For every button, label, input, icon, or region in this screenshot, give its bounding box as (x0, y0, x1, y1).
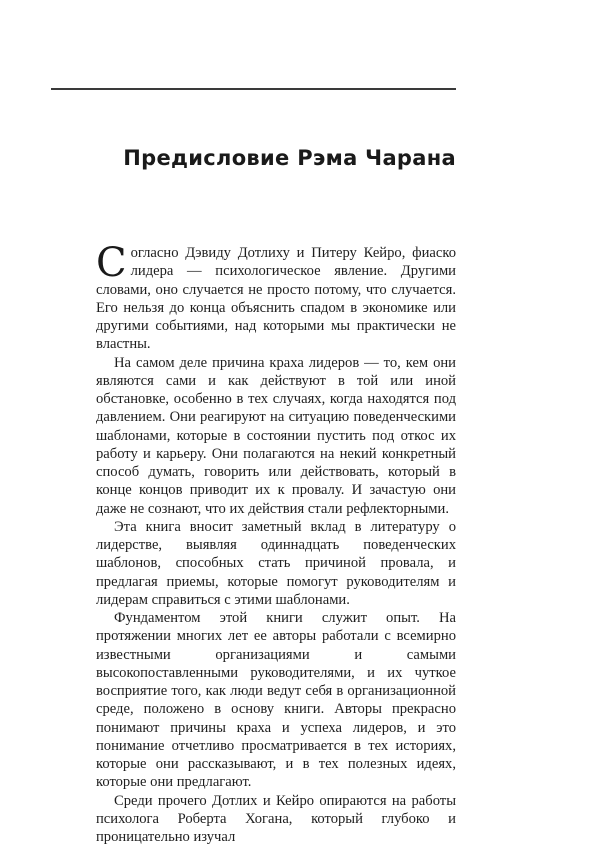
header-rule (51, 88, 456, 90)
paragraph-2: На самом деле причина краха лидеров — то, кем они являются сами и как действуют в той или иной обстановке, особенно в тех случаях, когда находятся под давлением. Они реагируют на ситуацию поведенческими шаблонами, которые в состоянии пустить под откос их работу и карьеру. Они полагаются на некий конкретный способ думать, говорить или действовать, который в конце концов приводит их к провалу. И зачастую они даже не сознают, что их действия стали рефлекторными. (96, 354, 456, 518)
page-title: Предисловие Рэма Чарана (51, 146, 456, 170)
paragraph-4: Фундаментом этой книги служит опыт. На протяжении многих лет ее авторы работали с всемирно известными организациями и самыми высокопоставленными руководителями, и их чуткое восприятие того, как люди ведут себя в организационной среде, положено в основу книги. Авторы прекрасно понимают причины краха и успеха лидеров, и это понимание отчетливо просматривается в тех историях, которые они рассказывают, и в тех полезных идеях, которые они предлагают. (96, 609, 456, 792)
paragraph-5: Среди прочего Дотлих и Кейро опираются на работы психолога Роберта Хогана, который глубоко и проницательно изучал (96, 792, 456, 846)
paragraph-3: Эта книга вносит заметный вклад в литературу о лидерстве, выявляя одиннадцать поведенческих шаблонов, способных стать причиной провала, и предлагая приемы, которые помогут руководителям и лидерам справиться с этими шаблонами. (96, 518, 456, 609)
paragraph-1 (96, 244, 456, 354)
body-text (96, 244, 456, 846)
paragraph-1-text: огласно Дэвиду Дотлиху и Питеру Кейро, фиаско лидера — психологическое явление. Другими словами, оно случается не просто потому, что случается. Его нельзя до конца объяснить спадом в экономике или другими событиями, над которыми мы практически не властны. (96, 245, 456, 352)
drop-cap: С (96, 246, 127, 280)
